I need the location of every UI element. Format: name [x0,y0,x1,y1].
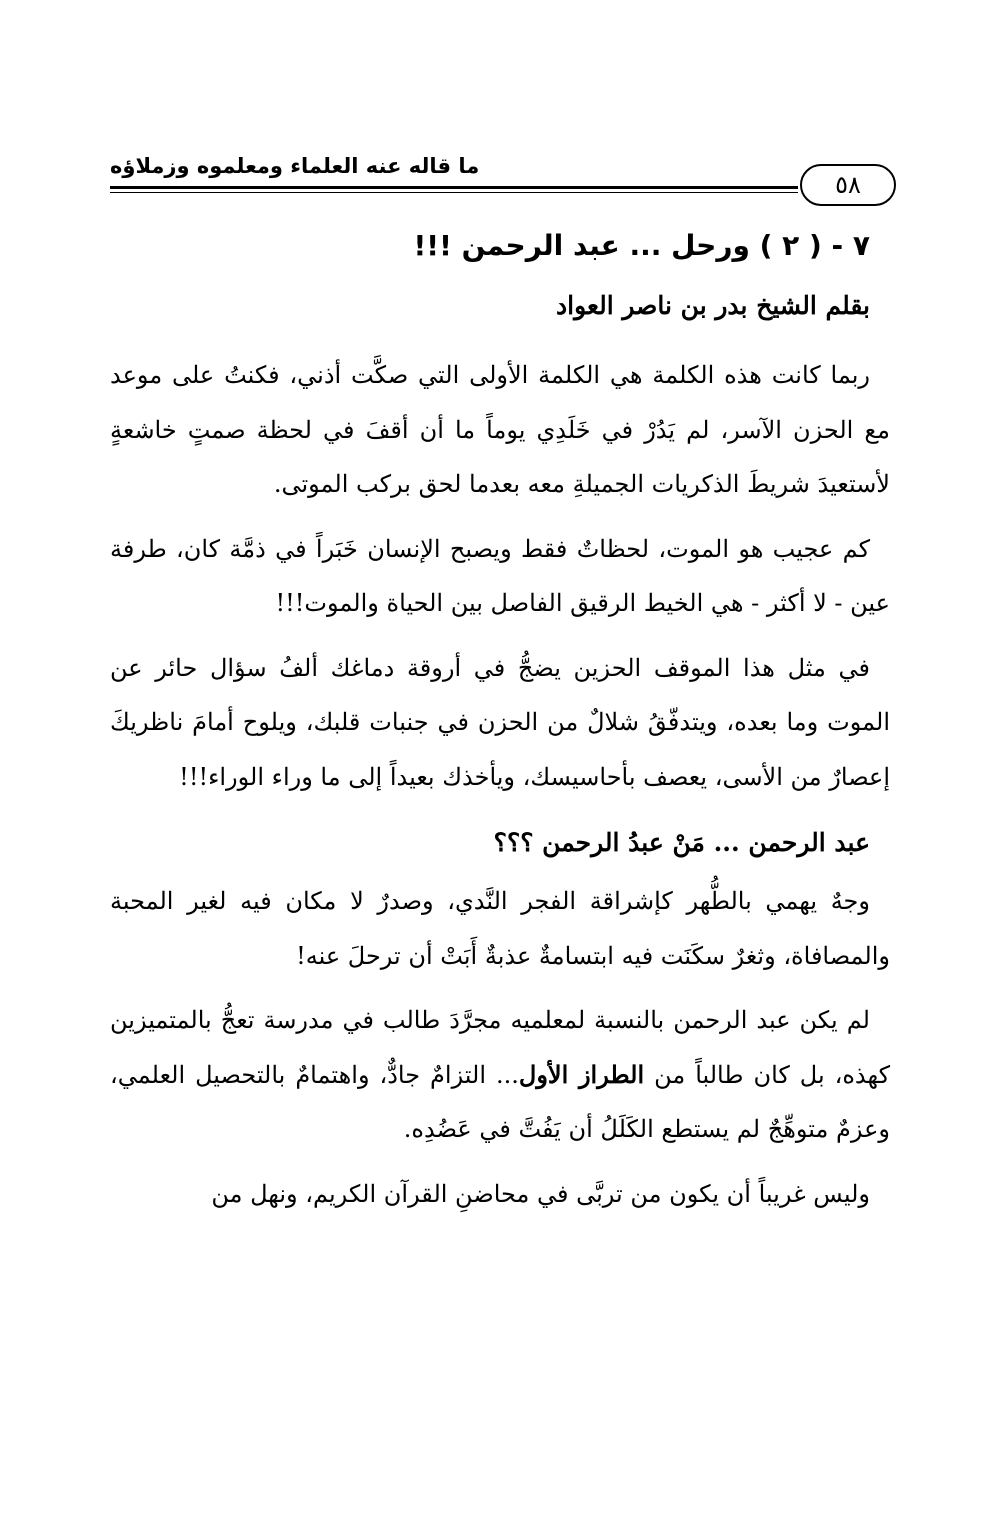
paragraph: وليس غريباً أن يكون من تربَّى في محاضنِ القرآن الكريم، ونهل من [211,1179,870,1208]
article-body [110,222,890,1231]
article-byline: بقلم الشيخ بدر بن ناصر العواد [556,291,870,320]
paragraph: في مثل هذا الموقف الحزين يضجُّ في أروقة دماغك ألفُ سؤال حائر عن الموت وما بعده، ويتدفّقُ شلالٌ من الحزن في جنبات قلبك، ويلوح أمامَ ناظريكَ إعصارٌ من الأسى، يعصف بأحاسيسك، ويأخذك بعيداً إلى ما وراء الوراء!!! [110,653,890,791]
paragraph-with-emphasis [110,993,890,1157]
paragraph: كم عجيب هو الموت، لحظاتٌ فقط ويصبح الإنسان خَبَراً في ذمَّة كان، طرفة عين - لا أكثر - هي الخيط الرقيق الفاصل بين الحياة والموت!!! [110,534,890,617]
paragraph-text: ... التزامٌ جادٌّ، واهتمامٌ بالتحصيل العلمي، وعزمٌ متوهِّجٌ لم يستطع الكَلَلُ أن يَفُتَّ في عَضُدِه. [110,1060,890,1143]
article-heading: ٧ - ( ٢ ) ورحل ... عبد الرحمن !!! [413,229,870,262]
paragraph-text: لم يكن عبد الرحمن بالنسبة لمعلميه مجرَّدَ طالب في مدرسة تعجُّ بالمتميزين كهذه، بل كان طالباً من [110,1006,890,1089]
running-header [110,150,900,210]
paragraph: ربما كانت هذه الكلمة هي الكلمة الأولى التي صكَّت أذني، فكنتُ على موعد مع الحزن الآسر، لم يَدُرْ في خَلَدِي يوماً ما أن أقفَ في لحظة صمتٍ خاشعةٍ لأستعيدَ شريطَ الذكريات الجميلةِ معه بعدما لحق بركب الموتى. [110,361,890,498]
running-header-title: ما قاله عنه العلماء ومعلموه وزملاؤه [110,154,480,178]
page-number: ٥٨ [800,164,896,206]
emphasized-text: الطراز الأول [518,1059,645,1089]
header-rule [110,186,798,193]
section-subheading: عبد الرحمن ... مَنْ عبدُ الرحمن ؟؟؟ [493,828,870,857]
paragraph: وجهٌ يهمي بالطُّهر كإشراقة الفجر النَّدي، وصدرٌ لا مكان فيه لغير المحبة والمصافاة، وثغرٌ سكَنَت فيه ابتسامةٌ عذبةٌ أَبَتْ أن ترحلَ عنه! [110,887,890,970]
